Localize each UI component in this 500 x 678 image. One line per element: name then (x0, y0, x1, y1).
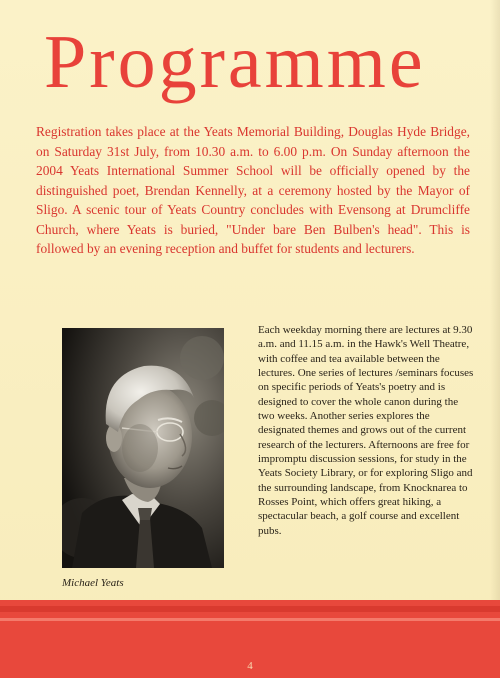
page-number: 4 (247, 660, 253, 672)
page-title: Programme (44, 20, 426, 104)
photo-caption: Michael Yeats (62, 577, 124, 589)
lecture-description: Each weekday morning there are lectures at 9.30 a.m. and 11.15 a.m. in the Hawk's Well Theatre, with coffee and tea available between the lectures. One series of lectures /seminars focuses on specific periods of Yeats's poetry and is designed to cover the whole canon during the two weeks. Another series explores the designated themes and grows out of the current research of the lecturers. Afternoons are free for impromptu discussion sessions, for study in the Yeats Society Library, or for exploring Sligo and the surrounding landscape, from Knocknarea to Rosses Point, which offers great hiking, a spectacular beach, a golf course and excellent pubs. (258, 324, 474, 537)
portrait-photo (62, 328, 224, 568)
footer-stripe-light (0, 618, 500, 621)
page-edge-shadow (490, 0, 500, 600)
intro-paragraph: Registration takes place at the Yeats Memorial Building, Douglas Hyde Bridge, on Saturday 31st July, from 10.30 a.m. to 6.00 p.m. On Sunday afternoon the 2004 Yeats International Summer School will be officially opened by the distinguished poet, Brendan Kennelly, at a ceremony hosted by the Mayor of Sligo. A scenic tour of Yeats Country concludes with Evensong at Drumcliffe Church, where Yeats is buried, "Under bare Ben Bulben's head". This is followed by an evening reception and buffet for students and lecturers. (36, 124, 470, 256)
footer-stripe (0, 606, 500, 612)
